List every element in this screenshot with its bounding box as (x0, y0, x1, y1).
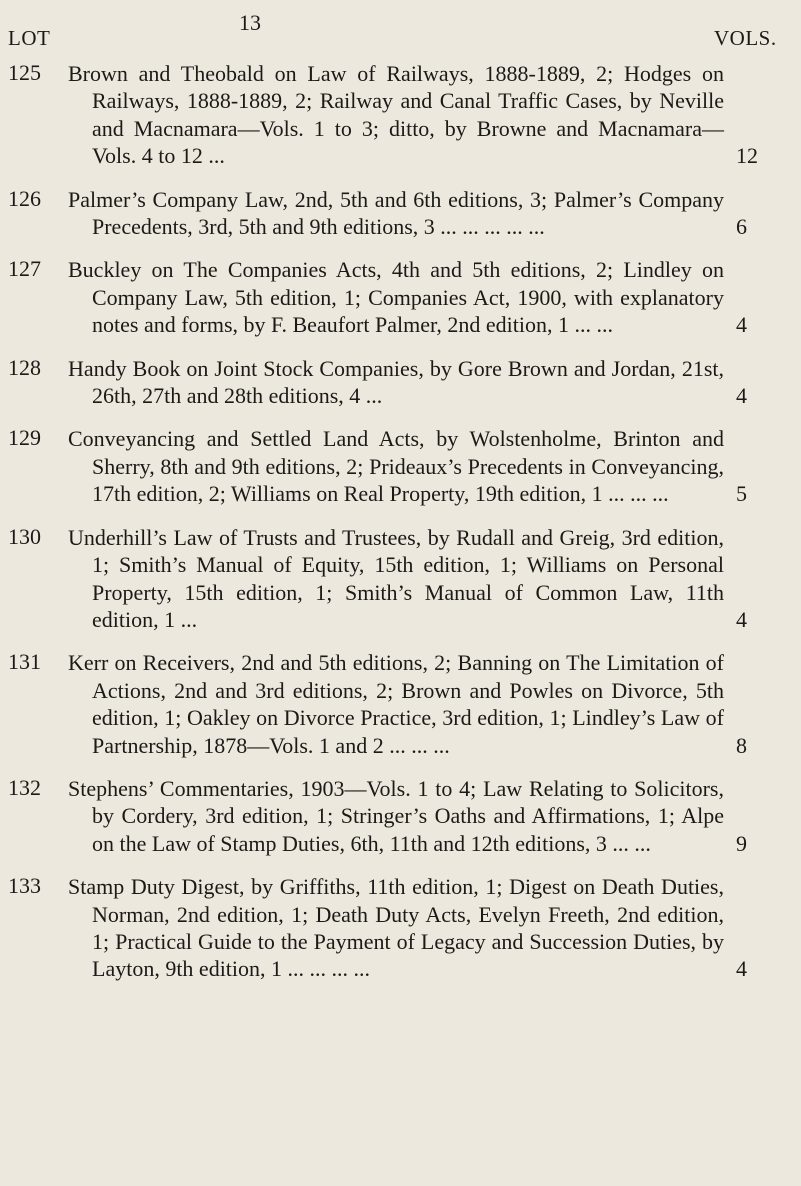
lot-number: 128 (8, 354, 41, 380)
entry-description: Brown and Theobald on Law of Railways, 1888-1889, 2; Hodges on Railways, 1888-1889, 2; Railway and Canal Traffic Cases, by Neville and Macnamara—Vols. 1 to 3; ditto, by Browne and Macnamara—Vols. 4 to 12 ... (68, 61, 724, 169)
volume-count: 9 (736, 830, 747, 856)
catalogue-entry (0, 425, 801, 507)
entry-description: Underhill’s Law of Trusts and Trustees, by Rudall and Greig, 3rd edition, 1; Smith’s Manual of Equity, 15th edition, 1; Williams on Personal Property, 15th edition, 1; Smith’s Manual of Common Law, 11th edition, 1 ... (68, 524, 724, 632)
lot-number: 127 (8, 256, 41, 282)
entry-description: Stamp Duty Digest, by Griffiths, 11th edition, 1; Digest on Death Duties, Norman, 2nd edition, 1; Death Duty Acts, Evelyn Freeth, 2nd edition, 1; Practical Guide to the Payment of Legacy and Succession Duties, by Layton, 9th edition, 1 ... ... ... ... (68, 874, 724, 982)
catalogue-entry (0, 256, 801, 338)
entry-description: Palmer’s Company Law, 2nd, 5th and 6th editions, 3; Palmer’s Company Precedents, 3rd, 5th and 9th editions, 3 ... ... ... ... ... (68, 186, 724, 240)
lot-number: 133 (8, 873, 41, 899)
volume-count: 5 (736, 481, 747, 507)
volume-count: 4 (736, 312, 747, 338)
entry-description: Kerr on Receivers, 2nd and 5th editions, 2; Banning on The Limitation of Actions, 2nd and 3rd editions, 2; Brown and Powles on Divorce, 5th edition, 1; Oakley on Divorce Practice, 3rd edition, 1; Lindley’s Law of Partnership, 1878—Vols. 1 and 2 ... ... ... (68, 650, 724, 758)
lot-number: 129 (8, 425, 41, 451)
lot-number: 126 (8, 185, 41, 211)
volume-count: 12 (736, 143, 758, 169)
volume-count: 4 (736, 606, 747, 632)
lot-number: 132 (8, 774, 41, 800)
entry-description: Handy Book on Joint Stock Companies, by Gore Brown and Jordan, 21st, 26th, 27th and 28th editions, 4 ... (68, 355, 724, 409)
page-number: 13 (239, 10, 261, 35)
catalogue-entry (0, 775, 801, 857)
volume-count: 8 (736, 732, 747, 758)
volume-count: 6 (736, 214, 747, 240)
lot-number: 125 (8, 60, 41, 85)
catalogue-entry (0, 649, 801, 759)
entry-description: Conveyancing and Settled Land Acts, by Wolstenholme, Brinton and Sherry, 8th and 9th editions, 2; Prideaux’s Precedents in Conveyancing, 17th edition, 2; Williams on Real Property, 19th edition, 1 ... ... ... (68, 426, 724, 507)
catalogue-entry (0, 355, 801, 410)
entry-description: Buckley on The Companies Acts, 4th and 5th editions, 2; Lindley on Company Law, 5th edition, 1; Companies Act, 1900, with explanatory notes and forms, by F. Beaufort Palmer, 2nd edition, 1 ... ... (68, 257, 724, 338)
lot-number: 131 (8, 649, 41, 675)
vols-column-header: VOLS. (714, 26, 777, 50)
catalogue-entry (0, 186, 801, 241)
catalogue-entry (0, 873, 801, 983)
catalogue-entry (0, 524, 801, 634)
catalogue-entry (0, 60, 801, 170)
volume-count: 4 (736, 383, 747, 409)
lot-column-header: LOT (8, 26, 51, 50)
lot-number: 130 (8, 523, 41, 549)
entry-description: Stephens’ Commentaries, 1903—Vols. 1 to 4; Law Relating to Solicitors, by Cordery, 3rd edition, 1; Stringer’s Oaths and Affirmations, 1; Alpe on the Law of Stamp Duties, 6th, 11th and 12th editions, 3 ... ... (68, 775, 724, 856)
volume-count: 4 (736, 956, 747, 982)
catalogue-entries (0, 60, 801, 999)
